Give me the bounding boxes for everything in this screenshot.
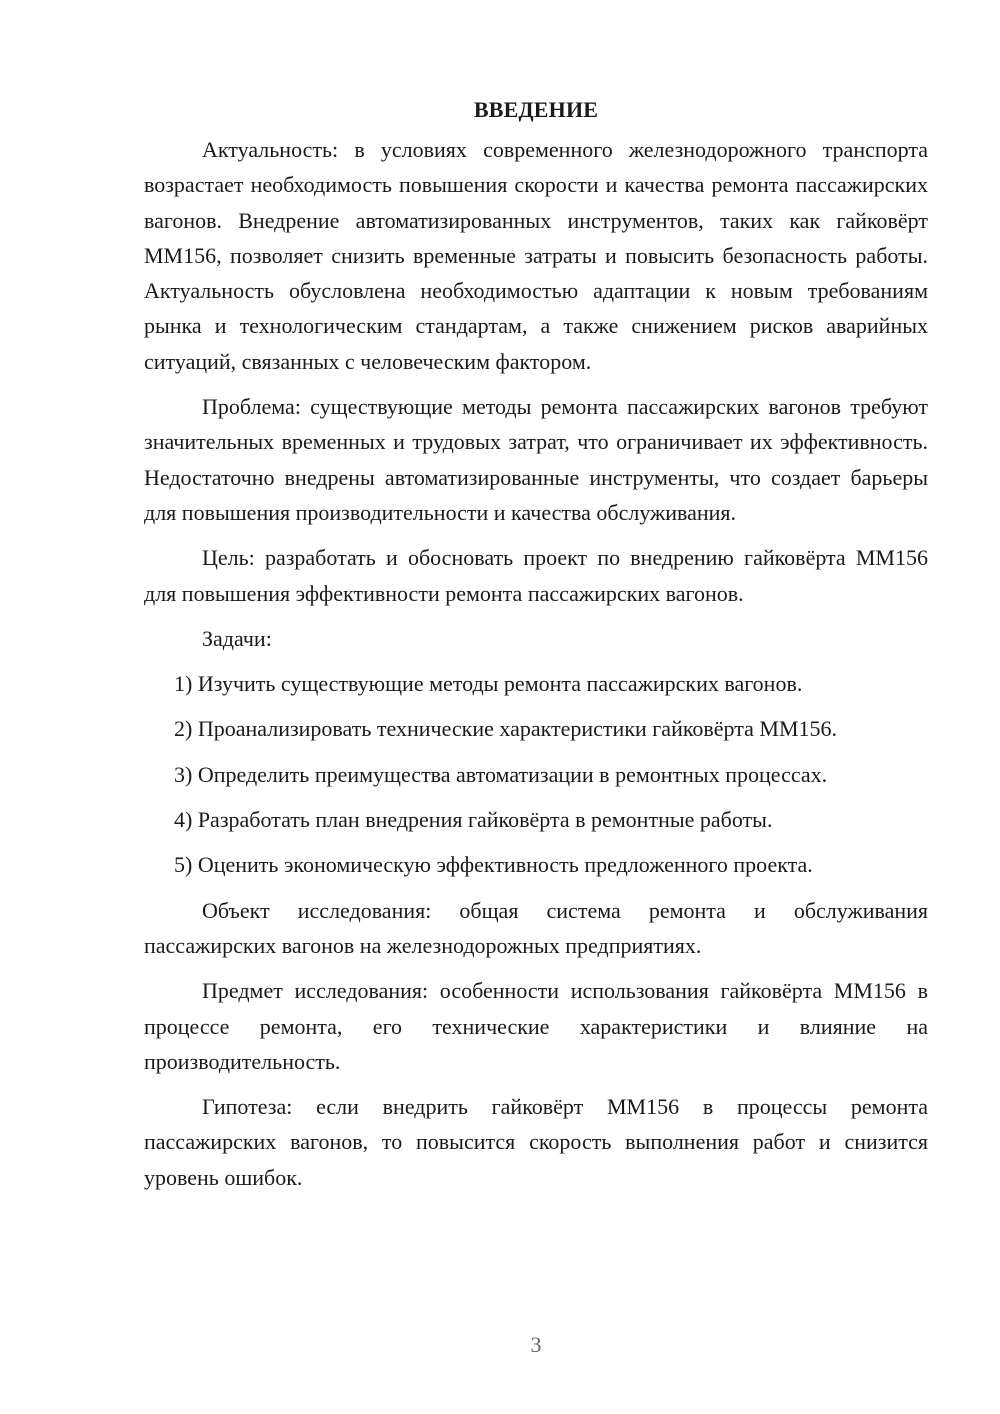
- task-item: 4) Разработать план внедрения гайковёрта в ремонтные работы.: [174, 807, 773, 833]
- object-paragraph: Объект исследования: общая система ремонта и обслуживания пассажирских вагонов на железнодорожных предприятиях.: [144, 897, 928, 958]
- section-title: ВВЕДЕНИЕ: [473, 97, 599, 122]
- relevance-paragraph: Актуальность: в условиях современного железнодорожного транспорта возрастает необходимость повышения скорости и качества ремонта пассажирских вагонов. Внедрение автоматизированных инструментов, таких как гайковёрт ММ156, позволяет снизить временные затраты и повысить безопасность работы. Актуальность обусловлена необходимостью адаптации к новым требованиям рынка и технологическим стандартам, а также снижением рисков аварийных ситуаций, связанных с человеческим фактором.: [144, 137, 928, 374]
- goal-paragraph: Цель: разработать и обосновать проект по внедрению гайковёрта ММ156 для повышения эффективности ремонта пассажирских вагонов.: [144, 545, 928, 606]
- subject-paragraph: Предмет исследования: особенности использования гайковёрта ММ156 в процессе ремонта, его технические характеристики и влияние на производительность.: [144, 978, 928, 1074]
- tasks-heading: Задачи:: [202, 625, 272, 651]
- task-item: 2) Проанализировать технические характеристики гайковёрта ММ156.: [174, 716, 838, 742]
- hypothesis-paragraph: Гипотеза: если внедрить гайковёрт ММ156 в процессы ремонта пассажирских вагонов, то повысится скорость выполнения работ и снизится уровень ошибок.: [144, 1094, 928, 1190]
- task-item: 3) Определить преимущества автоматизации в ремонтных процессах.: [174, 761, 828, 787]
- problem-paragraph: Проблема: существующие методы ремонта пассажирских вагонов требуют значительных временных и трудовых затрат, что ограничивает их эффективность. Недостаточно внедрены автоматизированные инструменты, что создает барьеры для повышения производительности и качества обслуживания.: [144, 394, 928, 525]
- document-body: [144, 92, 928, 1205]
- page-number: 3: [530, 1332, 542, 1357]
- task-item: 1) Изучить существующие методы ремонта пассажирских вагонов.: [174, 671, 803, 697]
- task-item: 5) Оценить экономическую эффективность предложенного проекта.: [174, 852, 813, 878]
